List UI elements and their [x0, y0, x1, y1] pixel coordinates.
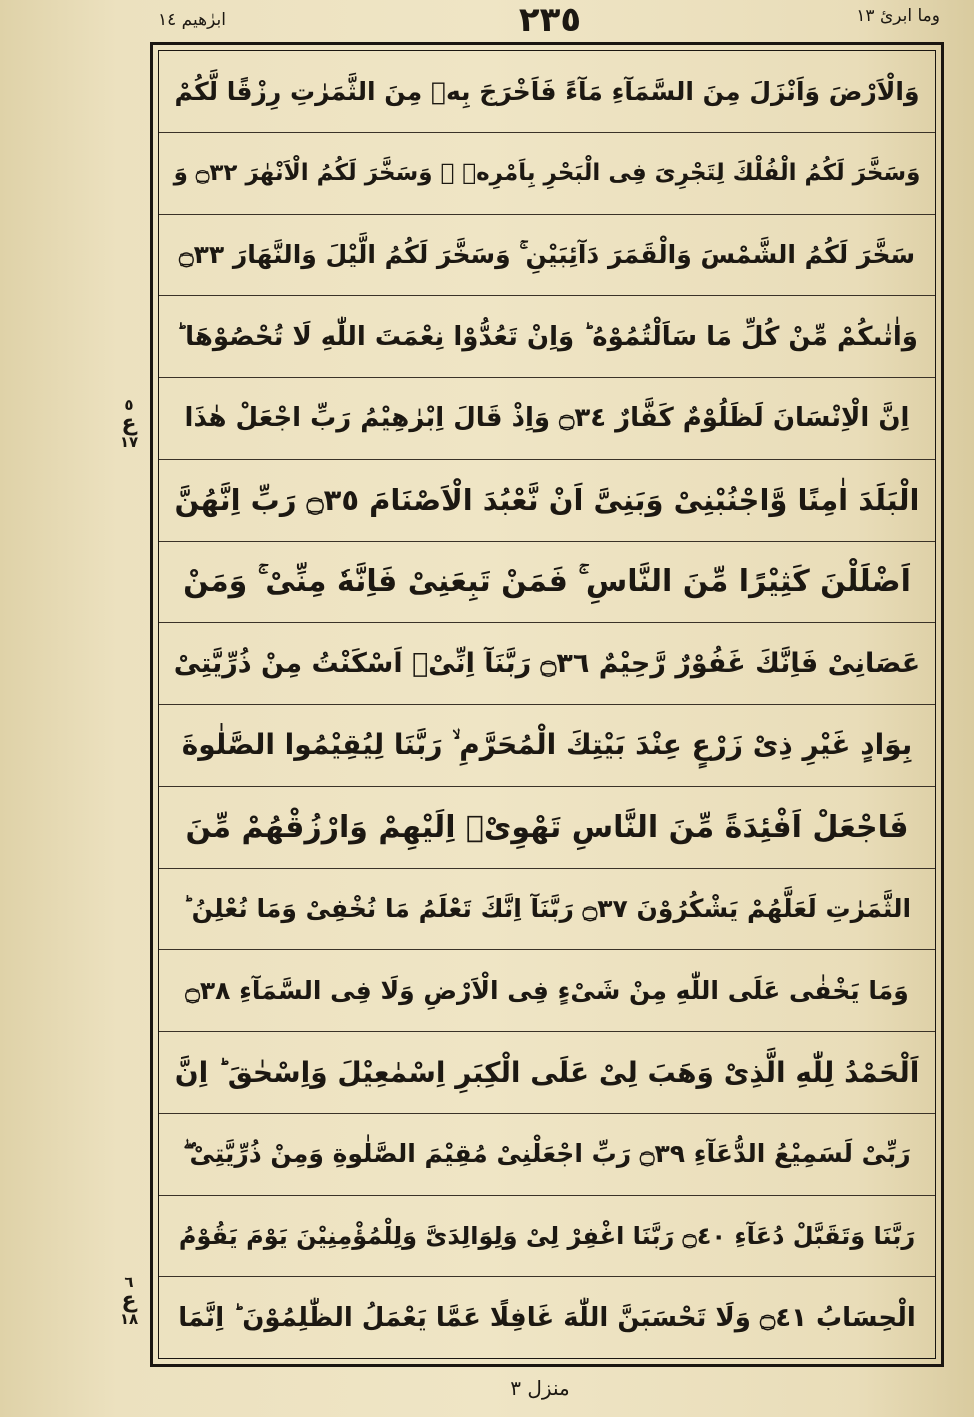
verse-line: اِنَّ الْاِنْسَانَ لَظَلُوْمٌ كَفَّارٌ ۝٣٤ وَاِذْ قَالَ اِبْرٰهِیْمُ رَبِّ اجْعَلْ هٰذَا — [159, 378, 935, 460]
ruku-marker — [112, 1275, 146, 1327]
verse-line: رَبِّیْ لَسَمِیْعُ الدُّعَآءِ ۝٣٩ رَبِّ اجْعَلْنِیْ مُقِیْمَ الصَّلٰوةِ وَمِنْ ذُرِّیَّتِیْ ۖ — [159, 1114, 935, 1196]
verse-line: الْبَلَدَ اٰمِنًا وَّاجْنُبْنِیْ وَبَنِیَّ اَنْ نَّعْبُدَ الْاَصْنَامَ ۝٣٥ رَبِّ اِنَّهُنَّ — [159, 460, 935, 542]
manzil-footer: منزل ٣ — [510, 1376, 570, 1400]
ruku-marker-bottom: ١٧ — [119, 433, 139, 451]
page-number: ٢٣٥ — [518, 0, 582, 40]
verse-line: وَاٰتٰىكُمْ مِّنْ كُلِّ مَا سَاَلْتُمُوْهُ ؕ وَاِنْ تَعُدُّوْا نِعْمَتَ اللّٰهِ لَا تُحْصُوْهَا ؕ — [159, 296, 935, 378]
ruku-marker-symbol: ع — [121, 411, 137, 436]
verse-line: الْحِسَابُ ۝٤١ وَلَا تَحْسَبَنَّ اللّٰهَ غَافِلًا عَمَّا یَعْمَلُ الظّٰلِمُوْنَ ؕ اِنَّمَا — [178, 1302, 916, 1333]
verse-line: رَبَّنَا وَتَقَبَّلْ دُعَآءِ ۝٤٠ رَبَّنَا اغْفِرْ لِیْ وَلِوَالِدَیَّ وَلِلْمُؤْمِنِیْنَ یَوْمَ یَقُوْمُ — [159, 1196, 935, 1278]
verse-lines — [159, 51, 935, 1358]
verse-line: اَضْلَلْنَ كَثِیْرًا مِّنَ النَّاسِ ۚ فَمَنْ تَبِعَنِیْ فَاِنَّهٗ مِنِّیْ ۚ وَمَنْ — [159, 542, 935, 624]
ruku-marker — [112, 398, 146, 450]
verse-line: عَصَانِیْ فَاِنَّكَ غَفُوْرٌ رَّحِیْمٌ ۝٣٦ رَبَّنَآ اِنِّیْۤ اَسْكَنْتُ مِنْ ذُرِّیَّتِیْ — [159, 623, 935, 705]
ruku-marker-symbol: ع — [121, 1288, 137, 1313]
verse-line: وَسَخَّرَ لَكُمُ الْفُلْكَ لِتَجْرِیَ فِی الْبَحْرِ بِاَمْرِهٖ ۚ وَسَخَّرَ لَكُمُ الْاَنْهٰرَ ۝٣٢ وَ — [159, 133, 935, 215]
verse-line: وَالْاَرْضَ وَاَنْزَلَ مِنَ السَّمَآءِ مَآءً فَاَخْرَجَ بِهٖ مِنَ الثَّمَرٰتِ رِزْقًا لَّكُمْ — [159, 51, 935, 133]
verse-line: اَلْحَمْدُ لِلّٰهِ الَّذِیْ وَهَبَ لِیْ عَلَى الْكِبَرِ اِسْمٰعِیْلَ وَاِسْحٰقَ ؕ اِنَّ — [159, 1032, 935, 1114]
verse-line: الثَّمَرٰتِ لَعَلَّهُمْ یَشْكُرُوْنَ ۝٣٧ رَبَّنَآ اِنَّكَ تَعْلَمُ مَا نُخْفِیْ وَمَا نُعْلِنُ ؕ — [159, 869, 935, 951]
verse-line: وَمَا یَخْفٰى عَلَى اللّٰهِ مِنْ شَیْءٍ فِی الْاَرْضِ وَلَا فِی السَّمَآءِ ۝٣٨ — [159, 950, 935, 1032]
ruku-marker-top: ٥ — [124, 396, 134, 414]
verse-line: فَاجْعَلْ اَفْئِدَةً مِّنَ النَّاسِ تَهْوِیْۤ اِلَیْهِمْ وَارْزُقْهُمْ مِّنَ — [159, 787, 935, 869]
ruku-marker-bottom: ١٨ — [119, 1310, 139, 1328]
verse-line: سَخَّرَ لَكُمُ الشَّمْسَ وَالْقَمَرَ دَآئِبَیْنِ ۚ وَسَخَّرَ لَكُمُ الَّیْلَ وَالنَّهَارَ ۝٣٣ — [159, 215, 935, 297]
text-frame — [150, 42, 944, 1367]
text-frame-inner — [158, 50, 936, 1359]
ruku-marker-top: ٦ — [124, 1273, 134, 1291]
juz-name-header: وما ابرئ ١٣ — [856, 6, 940, 26]
verse-line: بِوَادٍ غَیْرِ ذِیْ زَرْعٍ عِنْدَ بَیْتِكَ الْمُحَرَّمِ ۙ رَبَّنَا لِیُقِیْمُوا الصَّلٰوةَ — [159, 705, 935, 787]
page-header — [150, 0, 950, 44]
surah-name-header: ابرٰهیم ١٤ — [158, 10, 226, 30]
